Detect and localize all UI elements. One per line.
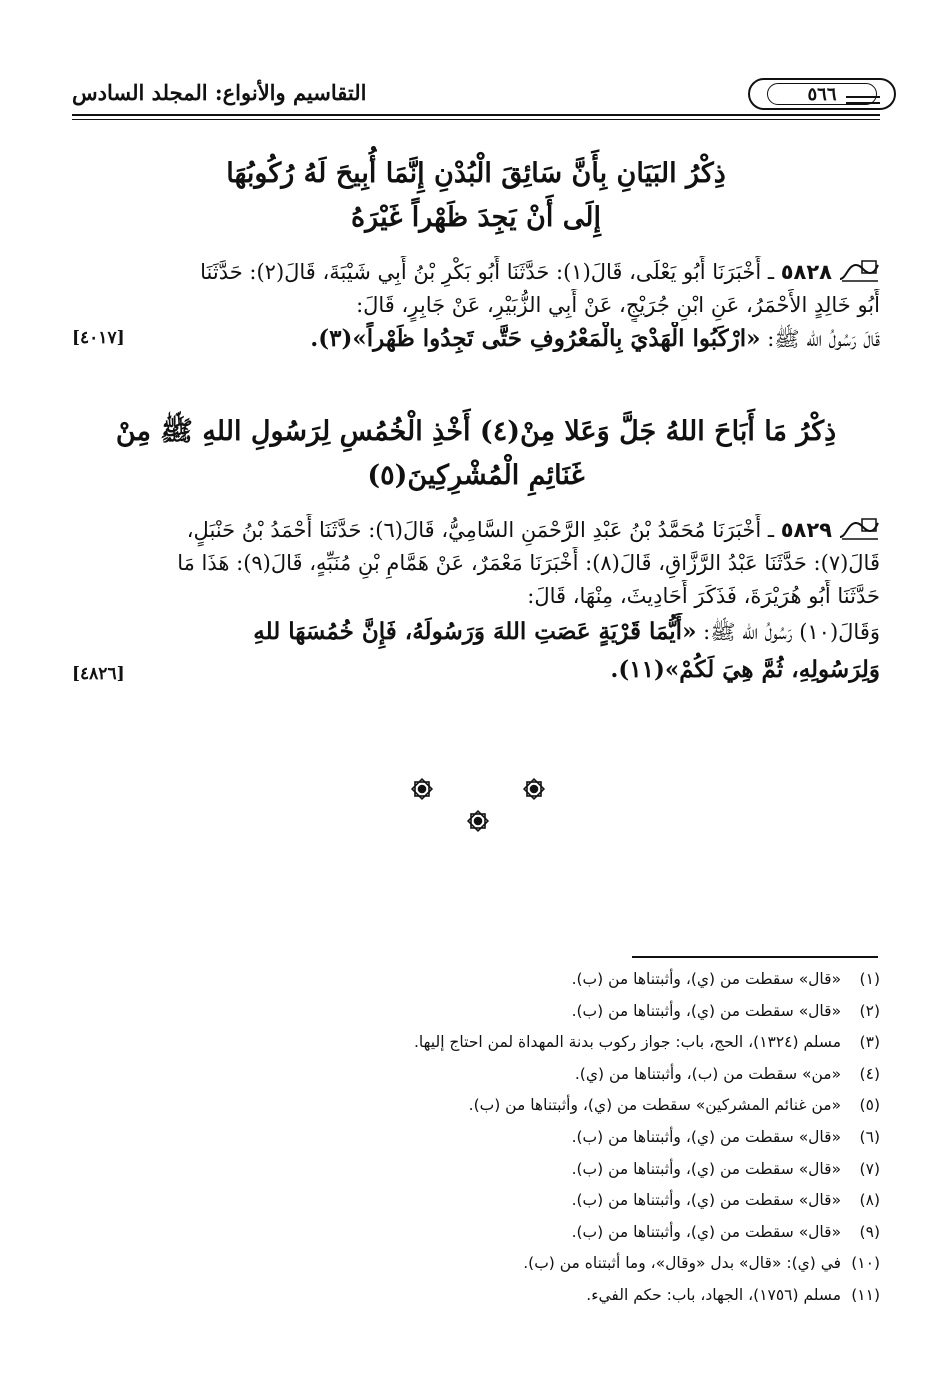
- hadith-text-line: وَقَالَ(١٠) رَسُولُ الله ﷺ:: [703, 620, 880, 644]
- footnote: (٨) «قال» سقطت من (ي)، وأثبتناها من (ب).: [571, 1191, 880, 1210]
- hadith-text-line: ـ أَخْبَرَنَا أَبُو يَعْلَى، قَالَ(١): حَدَّثَنَا أَبُو بَكْرِ بْنُ أَبِي شَيْبَةَ، قَالَ(٢): حَدَّثَنَا: [200, 260, 775, 284]
- ornament-star-icon: [409, 776, 435, 802]
- hadith-reference: [٤٠١٧]: [72, 328, 125, 348]
- footnote: (٦) «قال» سقطت من (ي)، وأثبتناها من (ب).: [571, 1127, 880, 1146]
- footnote: (٥) «من غنائم المشركين» سقطت من (ي)، وأثبتناها من (ب).: [468, 1096, 880, 1115]
- header-right-bar-2: [846, 102, 880, 104]
- footnote: (٧) «قال» سقطت من (ي)، وأثبتناها من (ب).: [571, 1159, 880, 1178]
- page-number: ٥٦٦: [767, 83, 877, 105]
- footnote: (٣) مسلم (١٣٢٤)، الحج، باب: جواز ركوب بدنة المهداة لمن احتاج إليها.: [414, 1033, 880, 1052]
- ornament-star-icon: [521, 776, 547, 802]
- page-header: [72, 78, 880, 118]
- hadith-text-line: ـ أَخْبَرَنَا مُحَمَّدُ بْنُ عَبْدِ الرَّحْمَنِ السَّامِيُّ، قَالَ(٦): حَدَّثَنَا أَحْمَدُ بْنُ حَنْبَلٍ،: [186, 518, 775, 542]
- hadith-ornament-icon: [838, 517, 880, 541]
- running-title: التقاسيم والأنواع: المجلد السادس: [72, 80, 367, 105]
- hadith-quote: «أَيُّمَا قَرْيَةٍ عَصَتِ اللهَ وَرَسُولَهُ، فَإِنَّ خُمُسَهَا للهِ: [253, 618, 697, 645]
- hadith-5828: [72, 256, 880, 356]
- hadith-reference: [٤٨٢٦]: [72, 664, 125, 684]
- hadith-text-line: حَدَّثَنَا أَبُو هُرَيْرَةَ، فَذَكَرَ أَحَادِيثَ، مِنْهَا، قَالَ:: [527, 584, 880, 608]
- hadith-text-line: قَالَ رَسُولُ الله ﷺ:: [767, 327, 880, 351]
- section-heading-2: ذِكْرُ مَا أَبَاحَ اللهُ جَلَّ وَعَلا مِنْ(٤) أَخْذِ الْخُمُسِ لِرَسُولِ اللهِ ﷺ مِنْ غَنَائِمِ الْمُشْرِكِينَ(٥): [115, 416, 837, 491]
- hadith-text-line: أَبُو خَالِدٍ الأَحْمَرُ، عَنِ ابْنِ جُرَيْجٍ، عَنْ أَبِي الزُّبَيْرِ، عَنْ جَابِرٍ، قَالَ:: [356, 293, 880, 317]
- hadith-ornament-icon: [838, 259, 880, 283]
- page-number-badge: [748, 78, 896, 110]
- header-rule: [72, 114, 880, 116]
- hadith-quote: وَلِرَسُولِهِ، ثُمَّ هِيَ لَكُمْ»(١١).: [610, 656, 880, 683]
- footnote-rule: [632, 956, 878, 958]
- footnote: (٢) «قال» سقطت من (ي)، وأثبتناها من (ب).: [571, 1001, 880, 1020]
- header-rule-thin: [72, 119, 880, 120]
- hadith-5829: [72, 514, 880, 689]
- footnote: (٩) «قال» سقطت من (ي)، وأثبتناها من (ب).: [571, 1222, 880, 1241]
- header-right-bar: [846, 96, 880, 98]
- hadith-quote: «ارْكَبُوا الْهَدْيَ بِالْمَعْرُوفِ حَتَّى تَجِدُوا ظَهْراً»(٣).: [310, 325, 761, 352]
- hadith-number: ٥٨٢٨: [780, 260, 832, 284]
- footnote: (١٠) في (ي): «قال» بدل «وقال»، وما أثبتناه من (ب).: [523, 1254, 880, 1273]
- hadith-number: ٥٨٢٩: [780, 518, 832, 542]
- section-heading-1: ذِكْرُ البَيَانِ بِأَنَّ سَائِقَ الْبُدْنِ إِنَّمَا أُبِيحَ لَهُ رُكُوبُهَا إِلَى أَنْ يَجِدَ ظَهْراً غَيْرَهُ: [226, 158, 726, 233]
- hadith-text-line: قَالَ(٧): حَدَّثَنَا عَبْدُ الرَّزَّاقِ، قَالَ(٨): أَخْبَرَنَا مَعْمَرٌ، عَنْ هَمَّامِ بْنِ مُنَبِّهٍ، قَالَ(٩): هَذَا مَا: [177, 551, 880, 575]
- footnote: (١١) مسلم (١٧٥٦)، الجهاد، باب: حكم الفيء.: [586, 1285, 880, 1304]
- footnote: (٤) «من» سقطت من (ب)، وأثبتناها من (ي).: [574, 1064, 880, 1083]
- ornament-star-icon: [465, 808, 491, 834]
- footnotes: [72, 964, 880, 1312]
- footnote: (١) «قال» سقطت من (ي)، وأثبتناها من (ب).: [571, 970, 880, 988]
